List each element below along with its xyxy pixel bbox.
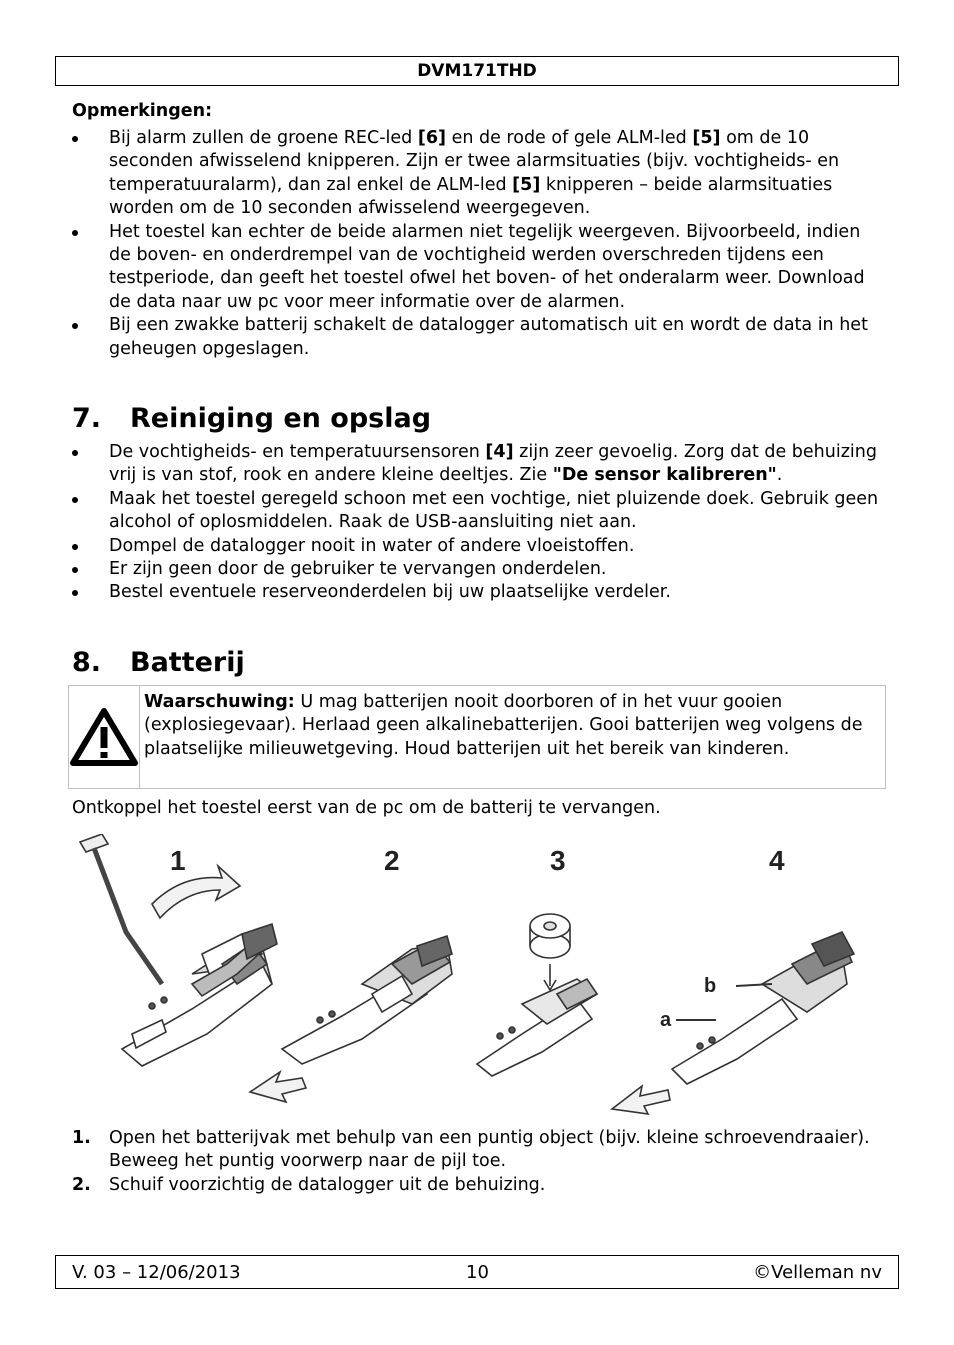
list-item: Bij een zwakke batterij schakelt de datalogger automatisch uit en wordt de data in het geheugen opgeslagen.	[72, 314, 887, 361]
list-item: Bij alarm zullen de groene REC-led [6] en de rode of gele ALM-led [5] om de 10 seconden afwisselend knipperen. Zijn er twee alarmsituaties (bijv. vochtigheids- en temperatuuralarm), dan zal enkel de ALM-led [5] knipperen – beide alarmsituaties worden om de 10 seconden afwisselend weergegeven.	[72, 127, 887, 221]
warning-box	[68, 685, 886, 789]
page-header	[55, 56, 899, 86]
step3-illustration	[477, 914, 597, 1076]
list-item: Bestel eventuele reserveonderdelen bij uw plaatselijke verdeler.	[72, 581, 887, 604]
callout-a-label: a	[660, 1009, 672, 1031]
callout-b-label: b	[704, 975, 717, 997]
figure-step-label: 2	[384, 845, 400, 876]
section-title: Reiniging en opslag	[130, 403, 432, 434]
figure-step-label: 4	[769, 845, 785, 876]
section-number: 8.	[72, 647, 102, 678]
list-item	[72, 1174, 887, 1197]
section-title: Batterij	[130, 647, 245, 678]
notes-list	[72, 127, 887, 361]
step-text: Open het batterijvak met behulp van een puntig object (bijv. kleine schroevendraaier). Beweeg het puntig voorwerp naar de pijl toe.	[109, 1128, 870, 1172]
step4-illustration	[612, 932, 854, 1114]
warning-text: Waarschuwing: U mag batterijen nooit doorboren of in het vuur gooien (explosiegevaar). Herlaad geen alkalinebatterijen. Gooi batterijen weg volgens de plaatselijke milieuwetgeving. Houd batterijen uit het bereik van kinderen.	[144, 692, 863, 759]
footer-copyright: ©Velleman nv	[753, 1262, 882, 1283]
step-number: 2.	[72, 1174, 91, 1195]
cleaning-list	[72, 441, 887, 605]
step-number: 1.	[72, 1128, 91, 1148]
list-item: Maak het toestel geregeld schoon met een vochtige, niet pluizende doek. Gebruik geen alcohol of oplosmiddelen. Raak de USB-aansluiting niet aan.	[72, 488, 887, 535]
footer-page-number: 10	[466, 1262, 489, 1283]
battery-steps-list	[72, 1127, 887, 1197]
list-item	[72, 1127, 887, 1174]
warning-icon-cell	[69, 686, 140, 788]
step2-illustration	[250, 936, 452, 1102]
battery-replacement-figure	[72, 834, 882, 1124]
warning-triangle-icon	[69, 707, 139, 767]
page-footer	[55, 1255, 899, 1289]
list-item: Er zijn geen door de gebruiker te vervangen onderdelen.	[72, 558, 887, 581]
step-text: Schuif voorzichtig de datalogger uit de behuizing.	[109, 1174, 546, 1195]
section-number: 7.	[72, 403, 102, 434]
section-heading-7	[72, 403, 431, 435]
notes-title: Opmerkingen:	[72, 101, 213, 121]
list-item: Het toestel kan echter de beide alarmen niet tegelijk weergeven. Bijvoorbeeld, indien de boven- en onderdrempel van de vochtigheid werden overschreden tijdens een testperiode, dan geeft het toestel ofwel het boven- of het onderalarm weer. Download de data naar uw pc voor meer informatie over de alarmen.	[72, 221, 887, 315]
figure-step-label: 1	[170, 845, 186, 876]
list-item: Dompel de datalogger nooit in water of andere vloeistoffen.	[72, 535, 887, 558]
battery-intro: Ontkoppel het toestel eerst van de pc om de batterij te vervangen.	[72, 798, 661, 818]
list-item: De vochtigheids- en temperatuursensoren [4] zijn zeer gevoelig. Zorg dat de behuizing vrij is van stof, rook en andere kleine deeltjes. Zie "De sensor kalibreren".	[72, 441, 887, 488]
footer-version: V. 03 – 12/06/2013	[72, 1262, 241, 1283]
model-name: DVM171THD	[417, 61, 537, 81]
section-heading-8	[72, 647, 245, 679]
figure-step-label: 3	[550, 845, 566, 876]
